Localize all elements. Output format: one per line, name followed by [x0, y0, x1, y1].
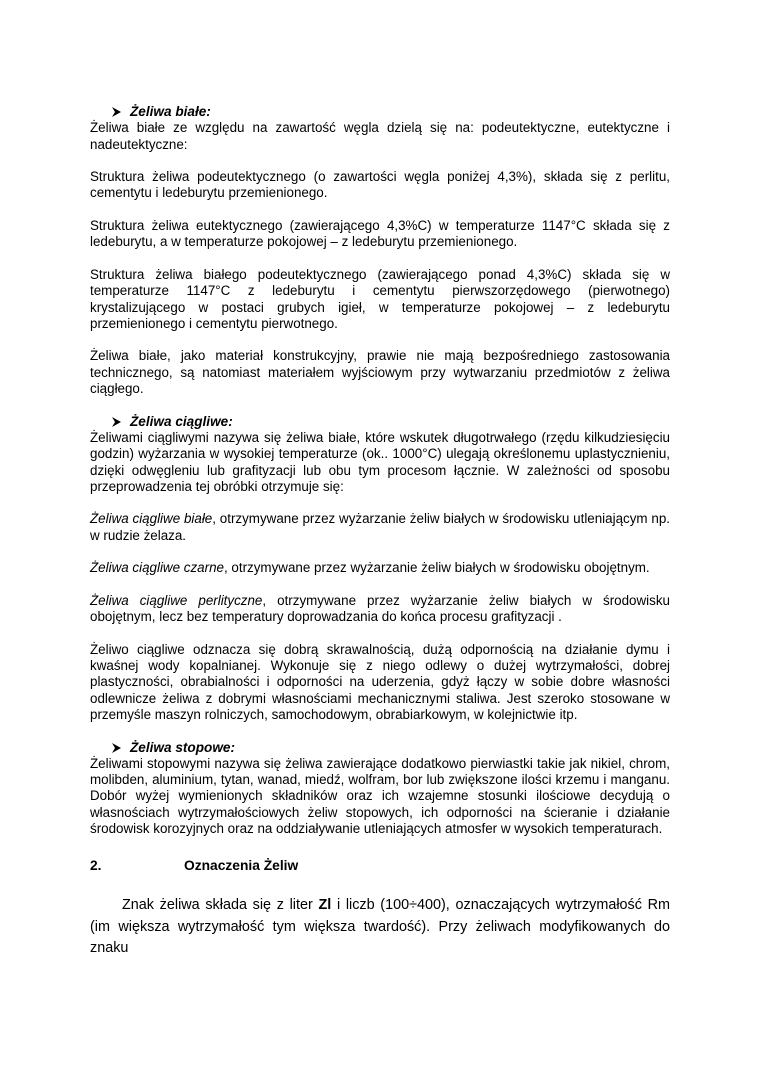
paragraph: Struktura żeliwa podeutektycznego (o zawartości węgla poniżej 4,3%), składa się z perlitu, cementytu i ledeburytu przemienionego. [90, 169, 670, 201]
paragraph: Struktura żeliwa białego podeutektycznego (zawierającego ponad 4,3%C) składa się w temperaturze 1147°C z ledeburytu i cementytu pierwszorzędowego (pierwotnego) krystalizującego w postaci grubych igieł, w temperaturze pokojowej – z ledeburytu przemienionego i cementytu pierwotnego. [90, 266, 670, 331]
paragraph: Żeliwa białe, jako materiał konstrukcyjny, prawie nie mają bezpośredniego zastosowania technicznego, są natomiast materiałem wyjściowym przy wytwarzaniu przedmiotów z żeliwa ciągłego. [90, 348, 670, 397]
paragraph: Struktura żeliwa eutektycznego (zawierającego 4,3%C) w temperaturze 1147°C składa się z ledeburytu, a w temperaturze pokojowej – z ledeburytu przemienionego. [90, 218, 670, 250]
chapter-heading [90, 857, 670, 875]
type-paragraph: Żeliwa ciągliwe białe, otrzymywane przez wyżarzanie żeliw białych w środowisku utleniającym np. w rudzie żelaza. [90, 511, 670, 543]
section-heading-alloy-cast-iron: Żeliwa stopowe: [90, 740, 670, 756]
paragraph: Żeliwami ciągliwymi nazywa się żeliwa białe, które wskutek długotrwałego (rzędu kilkudziesięciu godzin) wyżarzania w wysokiej temperaturze (ok.. 1000°C) ulegają określonemu uplastycznieniu, dzięki odwęgleniu lub grafityzacji lub obu tym procesom łącznie. W zależności od sposobu przeprowadzenia tej obróbki otrzymuje się: [90, 429, 670, 494]
chapter-paragraph: Znak żeliwa składa się z liter Zl i liczb (100÷400), oznaczających wytrzymałość Rm (im większa wytrzymałość tym większa twardość). Przy żeliwach modyfikowanych do znaku [90, 897, 670, 957]
type-term: Żeliwa ciągliwe białe [90, 511, 213, 527]
chapter-title: Oznaczenia Żeliw [184, 858, 299, 874]
type-paragraph: Żeliwa ciągliwe czarne, otrzymywane przez wyżarzanie żeliw białych w środowisku obojętnym. [90, 560, 650, 576]
arrow-bullet-icon [112, 414, 121, 427]
document-page [90, 104, 670, 960]
paragraph: Żeliwami stopowymi nazywa się żeliwa zawierające dodatkowo pierwiastki takie jak nikiel, chrom, molibden, aluminium, tytan, wanad, miedź, wolfram, bor lub zwiększone ilości krzemu i manganu. Dobór wyżej wymienionych składników oraz ich wzajemne stosunki ilościowe decydują o własnościach wytrzymałościowych żeliw stopowych, ich odporności na ścieranie i działanie środowisk korozyjnych oraz na oddziaływanie utleniających atmosfer w wysokich temperaturach. [90, 755, 670, 837]
chapter-number: 2. [90, 858, 102, 874]
paragraph: Żeliwo ciągliwe odznacza się dobrą skrawalnością, dużą odpornością na działanie dymu i kwaśnej wody kopalnianej. Wykonuje się z niego odlewy o dużej wytrzymałości, dobrej plastyczności, obrabialności i odporności na uderzenia, gdyż łączy w sobie dobre własności odlewnicze żeliwa z dobrymi własnościami mechanicznymi staliwa. Jest szeroko stosowane w przemyśle maszyn rolniczych, samochodowym, obrabiarkowym, w kolejnictwie itp. [90, 641, 670, 722]
bold-letters: Zl [318, 897, 332, 914]
type-term: Żeliwa ciągliwe czarne [90, 560, 224, 576]
paragraph: Żeliwa białe ze względu na zawartość węgla dzielą się na: podeutektyczne, eutektyczne i nadeutektyczne: [90, 120, 670, 152]
type-term: Żeliwa ciągliwe perlityczne [90, 592, 263, 608]
section-heading-malleable-cast-iron: Żeliwa ciągliwe: [90, 414, 670, 430]
type-paragraph: Żeliwa ciągliwe perlityczne, otrzymywane przez wyżarzanie żeliw białych w środowisku obojętnym, lecz bez temperatury doprowadzania do końca procesu grafityzacji . [90, 592, 670, 625]
section-heading-white-cast-iron: Żeliwa białe: [90, 104, 670, 120]
arrow-bullet-icon [112, 104, 121, 117]
arrow-bullet-icon [112, 740, 121, 753]
